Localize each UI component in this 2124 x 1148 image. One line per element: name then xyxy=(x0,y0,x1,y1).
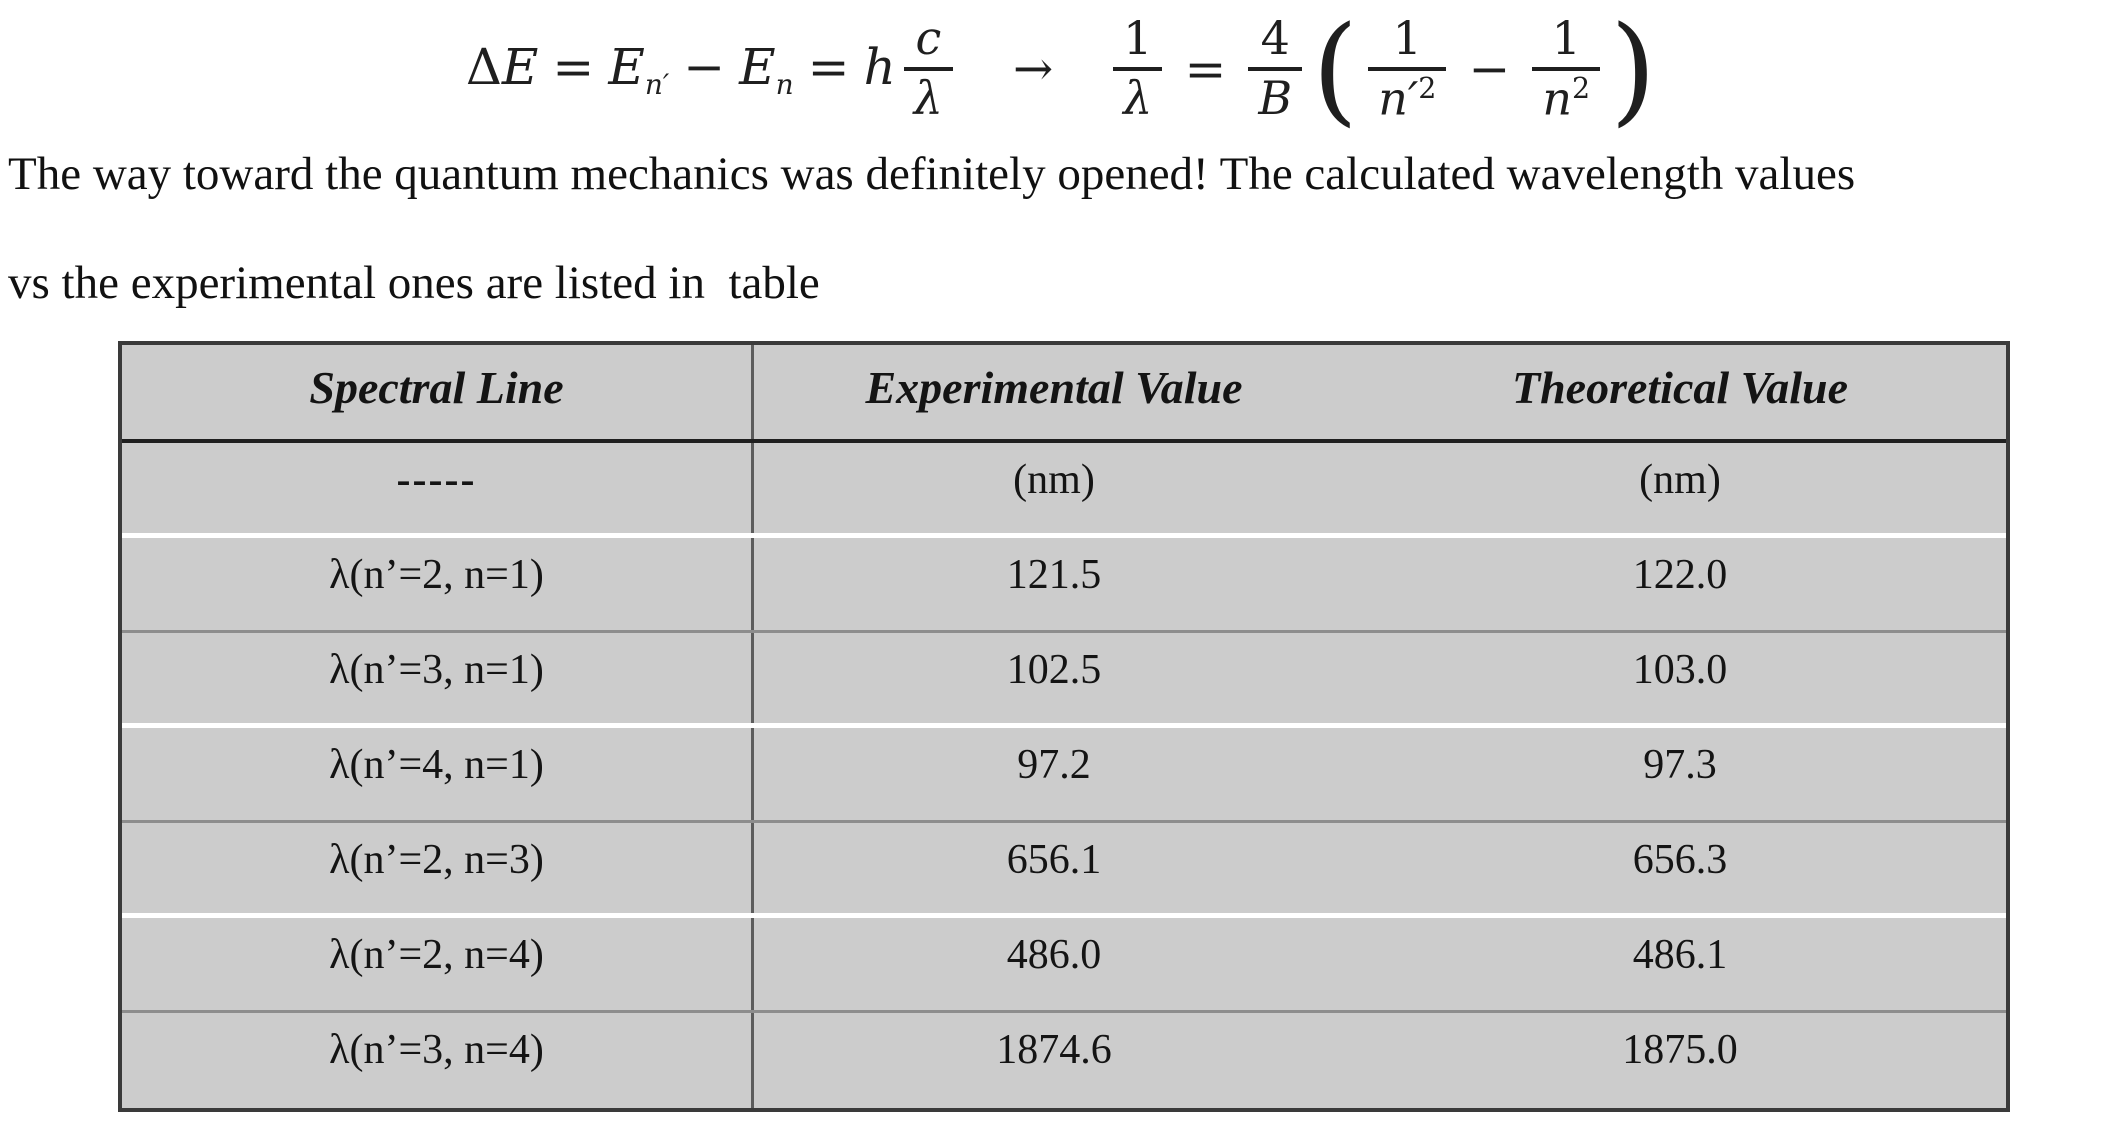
equals-sign: = xyxy=(1184,40,1227,98)
units-placeholder: ----- xyxy=(122,443,754,533)
paragraph-line-1: The way toward the quantum mechanics was definitely opened! The calculated wavelength values xyxy=(8,148,1856,200)
theoretical-value-cell: 486.1 xyxy=(1632,931,1728,978)
experimental-value-cell: 656.1 xyxy=(1006,836,1102,883)
spectral-line-cell: λ(n’=4, n=1) xyxy=(122,728,754,820)
implies-arrow-icon: → xyxy=(1012,41,1054,97)
minus-sign: − xyxy=(683,37,726,96)
fraction-c-over-lambda xyxy=(904,11,953,125)
nprime-subscript: n′ xyxy=(644,67,670,101)
theoretical-value-cell: 1875.0 xyxy=(1622,1026,1738,1073)
theoretical-value-cell: 97.3 xyxy=(1643,741,1717,788)
theoretical-value-cell: 103.0 xyxy=(1632,646,1728,693)
table-row xyxy=(122,918,2006,1013)
header-experimental-value: Experimental Value xyxy=(865,361,1243,413)
fraction-1-over-n-squared xyxy=(1532,11,1600,126)
fraction-1-over-lambda xyxy=(1113,11,1162,125)
header-theoretical-value: Theoretical Value xyxy=(1511,361,1849,413)
planck-constant-symbol: h xyxy=(863,37,896,96)
equals-sign: = xyxy=(807,37,850,96)
squared-exponent: 2 xyxy=(1418,71,1437,105)
delta-symbol: Δ xyxy=(465,37,502,96)
fraction-numerator: 1 xyxy=(1551,11,1581,66)
experimental-value-cell: 486.0 xyxy=(1006,931,1102,978)
table-row xyxy=(122,538,2006,633)
minus-sign: − xyxy=(1468,40,1511,98)
experimental-value-cell: 102.5 xyxy=(1006,646,1102,693)
table-row xyxy=(122,728,2006,823)
header-spectral-line: Spectral Line xyxy=(122,345,754,439)
theoretical-value-cell: 122.0 xyxy=(1632,551,1728,598)
nprime-base: n′ xyxy=(1378,71,1419,126)
spectral-line-cell: λ(n’=2, n=1) xyxy=(122,538,754,630)
experimental-value-cell: 1874.6 xyxy=(996,1026,1112,1073)
rydberg-equation: $\Delta E = E_{n'} - E_n = h$ $\frac{c}{\lambda}$ → $\frac{1}{\lambda}$ = $\frac{4}{B}$ ( $\frac{1}{n'^2}$ − $\frac{1}{n^2}$ ) xyxy=(465,0,1657,138)
fraction-denominator xyxy=(1532,67,1600,124)
table-row xyxy=(122,1013,2006,1108)
fraction-numerator: 1 xyxy=(1392,11,1422,66)
fraction-1-over-nprime-squared xyxy=(1368,11,1446,126)
energy-nprime-symbol: E xyxy=(608,37,645,96)
table-header-row xyxy=(122,345,2006,443)
equation-lhs xyxy=(466,38,896,101)
fraction-4-over-B xyxy=(1248,11,1302,125)
fraction-numerator: c xyxy=(915,11,942,66)
energy-symbol: E xyxy=(501,37,539,96)
spectral-line-cell: λ(n’=3, n=1) xyxy=(122,633,754,723)
fraction-numerator: 4 xyxy=(1260,11,1290,66)
experimental-value-cell: 121.5 xyxy=(1006,551,1102,598)
fraction-denominator: λ xyxy=(1113,67,1162,124)
n-subscript: n xyxy=(775,67,794,101)
table-units-row xyxy=(122,443,2006,538)
theoretical-value-cell: 656.3 xyxy=(1632,836,1728,883)
units-experimental-nm: (nm) xyxy=(1013,456,1095,503)
wavelength-table xyxy=(118,341,2010,1112)
table-row xyxy=(122,633,2006,728)
spectral-line-cell: λ(n’=3, n=4) xyxy=(122,1013,754,1108)
table-row xyxy=(122,823,2006,918)
energy-n-symbol: E xyxy=(739,37,776,96)
fraction-denominator xyxy=(1368,67,1446,124)
experimental-value-cell: 97.2 xyxy=(1017,741,1091,788)
units-theoretical-nm: (nm) xyxy=(1639,456,1721,503)
body-paragraph xyxy=(8,150,2118,309)
spectral-line-cell: λ(n’=2, n=3) xyxy=(122,823,754,913)
spectral-line-cell: λ(n’=2, n=4) xyxy=(122,918,754,1010)
squared-exponent: 2 xyxy=(1571,71,1591,105)
equals-sign: = xyxy=(552,37,595,96)
fraction-denominator: λ xyxy=(904,67,953,124)
fraction-denominator: B xyxy=(1248,67,1302,124)
paragraph-line-2: vs the experimental ones are listed in table xyxy=(8,257,820,310)
fraction-numerator: 1 xyxy=(1123,11,1153,66)
n-base: n xyxy=(1542,71,1572,126)
